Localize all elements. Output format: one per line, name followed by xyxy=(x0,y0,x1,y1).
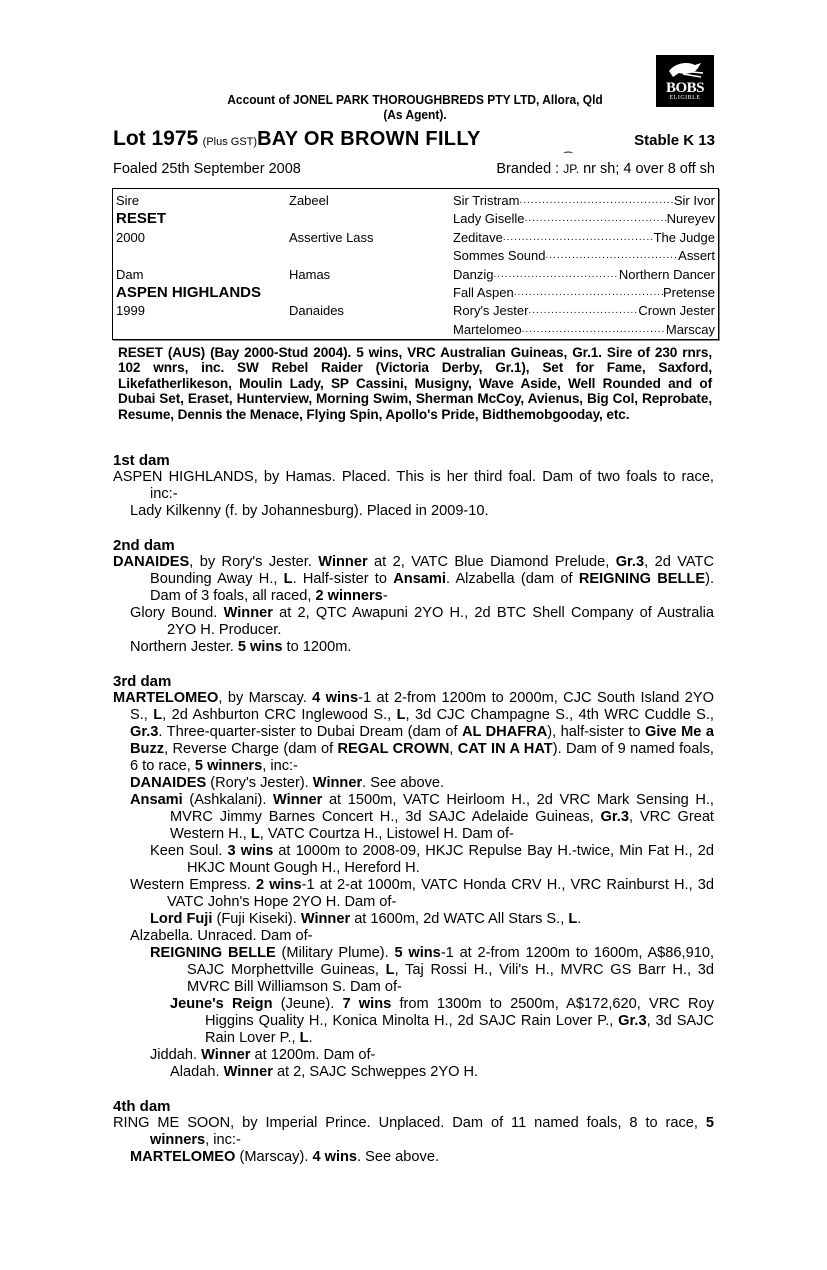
text: Alzabella. Unraced. Dam of- xyxy=(130,928,313,944)
text: at 1200m. Dam of- xyxy=(250,1047,376,1063)
leader-dots xyxy=(522,321,666,339)
bold-text: L xyxy=(299,1030,309,1046)
vendor-name: Account of JONEL PARK THOROUGHBREDS PTY LTD, Allora, Qld xyxy=(227,92,603,107)
ancestor-name: Sommes Sound xyxy=(453,248,546,264)
pedigree-label: 2000 xyxy=(116,229,145,245)
ancestor-sire: Nureyev xyxy=(666,211,715,227)
bold-text: 2 wins xyxy=(255,877,302,893)
pedigree-label: Sire xyxy=(116,193,140,208)
text: at 2, SAJC Schweppes 2YO H. xyxy=(272,1064,479,1080)
produce-entry xyxy=(113,690,714,775)
text: Glory Bound. xyxy=(130,605,224,621)
pedigree-parent-name: RESET xyxy=(116,210,167,228)
produce-entry xyxy=(113,554,714,605)
leader-dots xyxy=(514,284,663,302)
logo-text: BOBS xyxy=(665,80,705,96)
bold-text: L xyxy=(568,911,578,927)
stable-number: Stable K 13 xyxy=(634,132,715,149)
produce-entry xyxy=(113,843,714,877)
text: -1 at 2-from 1200m to 2000m, CJC South Island 2YO S., xyxy=(130,690,714,723)
ancestor-sire: Assert xyxy=(678,248,715,264)
ancestor-name: Zeditave xyxy=(453,229,503,245)
bold-text: 5 winners xyxy=(194,758,263,774)
pedigree-label xyxy=(116,321,286,339)
ancestor-name: Lady Giselle xyxy=(453,211,525,227)
foaled-date: Foaled 25th September 2008 xyxy=(113,161,301,177)
text: at 1000m to 2008-09, HKJC Repulse Bay H.-twice, Min Fat H., 2d HKJC Mount Gough H., Hereford H. xyxy=(187,843,714,876)
horse-head-icon xyxy=(665,59,705,81)
bold-text: 5 wins xyxy=(237,639,283,655)
dam-section xyxy=(113,1098,714,1166)
pedigree-grandparent xyxy=(289,321,449,339)
lot-heading xyxy=(113,127,715,153)
text: at 2, QTC Awapuni 2YO H., 2d BTC Shell Company of Australia 2YO H. Producer. xyxy=(167,605,714,638)
pedigree-ancestor-row xyxy=(453,321,715,339)
ancestor-name: Fall Aspen xyxy=(453,284,514,300)
bold-text: 3 wins xyxy=(227,843,274,859)
bold-text: Winner xyxy=(223,1064,273,1080)
text: , 2d Ashburton CRC Inglewood S., xyxy=(162,707,397,723)
text: Lady Kilkenny (f. by Johannesburg). Placed in 2009-10. xyxy=(130,503,489,519)
dam-section xyxy=(113,673,714,1081)
bold-text: Winner xyxy=(201,1047,251,1063)
text: ). Dam of 3 foals, all raced, xyxy=(150,571,714,604)
text: - xyxy=(382,588,388,604)
produce-entry xyxy=(113,911,714,928)
produce-entry xyxy=(113,605,714,639)
text: (Fuji Kiseki). xyxy=(212,911,301,927)
dam-section xyxy=(113,452,714,520)
bold-text: REGAL CROWN xyxy=(337,741,450,757)
pedigree-grandparent: Zabeel xyxy=(289,193,329,208)
brand-mark: ⁀ JP. xyxy=(563,162,579,176)
text: -1 at 2-from 1200m to 1600m, A$86,910, SAJC Morphettville Guineas, xyxy=(187,945,714,978)
text: , inc:- xyxy=(262,758,298,774)
leader-dots xyxy=(503,229,654,247)
pedigree-ancestor-row xyxy=(453,210,715,228)
pedigree-ancestor-row xyxy=(453,266,715,284)
text: (Ashkalani). xyxy=(182,792,273,808)
text: . Half-sister to xyxy=(292,571,394,587)
bold-text: L xyxy=(250,826,260,842)
bold-text: Ansami xyxy=(393,571,446,587)
text: from 1300m to 2500m, A$172,620, VRC Roy Higgins Quality H., Konica Minolta H., 2d SAJC Rain Lover P., xyxy=(205,996,714,1029)
section-heading: 3rd dam xyxy=(113,673,172,690)
pedigree-parent-name: ASPEN HIGHLANDS xyxy=(116,283,262,301)
text: Northern Jester. xyxy=(130,639,238,655)
dam-line xyxy=(113,452,714,1166)
bold-text: Jeune's Reign xyxy=(170,996,273,1012)
pedigree-label: 1999 xyxy=(116,303,145,319)
pedigree-ancestor-row xyxy=(453,284,715,302)
bold-text: REIGNING BELLE xyxy=(150,945,276,961)
ancestor-name: Martelomeo xyxy=(453,321,522,337)
sire-summary: RESET (AUS) (Bay 2000-Stud 2004). 5 wins, VRC Australian Guineas, Gr.1. Sire of 230 rnrs, 102 wnrs, inc. SW Rebel Raider (Victoria Derby, Gr.1), Set for Fame, Saxford, Likefatherlikeson, Moulin Lady, SP Cassini, Musigny, Wave Aside, Well Rounded and of Dubai Set, Eraset, Hunterview, Morning Swim, Sherman McCoy, Avienus, Big Col, Reprobate, Resume, Dennis the Menace, Flying Spin, Apollo's Pride, Bidthemobgooday, etc. xyxy=(118,345,712,422)
produce-entry xyxy=(113,996,714,1047)
leader-dots xyxy=(528,302,638,320)
bold-text: Gr.3 xyxy=(130,724,159,740)
text: . xyxy=(308,1030,313,1046)
ancestor-sire: Pretense xyxy=(662,284,715,300)
vendor-account xyxy=(171,92,659,122)
produce-entry xyxy=(113,503,714,520)
text: . See above. xyxy=(357,1149,439,1165)
text: , Taj Rossi H., Vili's H., MVRC GS Barr H., 3d MVRC Bill Williamson S. Dam of- xyxy=(187,962,714,995)
bold-text: Ansami xyxy=(130,792,183,808)
pedigree-grandparent xyxy=(289,284,449,302)
produce-entry xyxy=(113,639,714,656)
bold-text: REIGNING BELLE xyxy=(578,571,706,587)
bold-text: L xyxy=(283,571,293,587)
section-heading: 2nd dam xyxy=(113,537,175,554)
pedigree-grandparent xyxy=(289,210,449,228)
bold-text: Winner xyxy=(223,605,273,621)
produce-entry xyxy=(113,1064,714,1081)
bold-text: Give Me a Buzz xyxy=(130,724,714,757)
produce-entry xyxy=(113,877,714,911)
text: , VATC Courtza H., Listowel H. Dam of- xyxy=(259,826,514,842)
ancestor-sire: Crown Jester xyxy=(638,303,715,319)
pedigree-grandparent xyxy=(289,247,449,265)
text: ). Dam of 9 named foals, 6 to race, xyxy=(130,741,714,774)
pedigree-grandparents-column xyxy=(289,192,449,339)
leader-dots xyxy=(519,192,673,210)
bold-text: L xyxy=(385,962,395,978)
ancestor-sire: Marscay xyxy=(665,321,715,337)
section-heading: 1st dam xyxy=(113,452,170,469)
text: (Jeune). xyxy=(272,996,343,1012)
text: , VRC Great Western H., xyxy=(170,809,714,842)
bold-text: Winner xyxy=(273,792,323,808)
gst-note: (Plus GST) xyxy=(202,136,258,148)
lot-description: BAY OR BROWN FILLY xyxy=(257,128,481,150)
bold-text: Gr.3 xyxy=(600,809,629,825)
bold-text: L xyxy=(153,707,163,723)
bold-text: 2 winners xyxy=(315,588,383,604)
ancestor-name: Sir Tristram xyxy=(453,193,520,208)
ancestor-sire: Northern Dancer xyxy=(618,266,715,282)
text: , by Marscay. xyxy=(218,690,313,706)
produce-entry xyxy=(113,1047,714,1064)
bold-text: Gr.3 xyxy=(618,1013,647,1029)
text: , 3d SAJC Rain Lover P., xyxy=(205,1013,715,1046)
produce-entry xyxy=(113,1115,714,1149)
bold-text: 7 wins xyxy=(342,996,392,1012)
bold-text: DANAIDES xyxy=(113,554,190,570)
ancestor-sire: The Judge xyxy=(653,229,715,245)
branded-label: Branded : xyxy=(496,161,560,177)
text: Western Empress. xyxy=(130,877,256,893)
ancestor-name: Rory's Jester xyxy=(453,303,529,319)
pedigree-grandparent: Danaides xyxy=(289,303,344,319)
produce-entry xyxy=(113,792,714,843)
bold-text: CAT IN A HAT xyxy=(457,741,553,757)
text: (Marscay). xyxy=(235,1149,313,1165)
produce-entry xyxy=(113,469,714,503)
text: . Three-quarter-sister to Dubai Dream (dam of xyxy=(158,724,462,740)
text: , 2d VATC Bounding Away H., xyxy=(150,554,715,587)
text: (Military Plume). xyxy=(275,945,395,961)
section-heading: 4th dam xyxy=(113,1098,171,1115)
text: . xyxy=(577,911,582,927)
bold-text: Winner xyxy=(312,775,363,791)
bold-text: L xyxy=(396,707,406,723)
bobs-eligible-logo xyxy=(656,55,714,107)
text: , 3d CJC Champagne S., 4th WRC Cuddle S., xyxy=(405,707,714,723)
bold-text: Lord Fuji xyxy=(150,911,213,927)
text: Jiddah. xyxy=(150,1047,202,1063)
vendor-agent: (As Agent). xyxy=(383,107,447,122)
bold-text: 5 wins xyxy=(394,945,441,961)
text: Keen Soul. xyxy=(150,843,228,859)
text: ), half-sister to xyxy=(547,724,646,740)
pedigree-ancestor-row xyxy=(453,229,715,247)
produce-entry xyxy=(113,1149,714,1166)
bold-text: 4 wins xyxy=(312,1149,358,1165)
bold-text: MARTELOMEO xyxy=(130,1149,236,1165)
branded-text: nr sh; 4 over 8 off sh xyxy=(583,161,715,177)
produce-entry xyxy=(113,945,714,996)
text: ASPEN HIGHLANDS, by Hamas. Placed. This is her third foal. Dam of two foals to race, inc:- xyxy=(113,469,714,502)
text: to 1200m. xyxy=(282,639,352,655)
bold-text: DANAIDES xyxy=(130,775,207,791)
text: at 2, VATC Blue Diamond Prelude, xyxy=(367,554,616,570)
text: Aladah. xyxy=(170,1064,224,1080)
text: . See above. xyxy=(362,775,445,791)
pedigree-ancestor-row xyxy=(453,247,715,265)
pedigree-table xyxy=(112,188,719,340)
text: (Rory's Jester). xyxy=(206,775,313,791)
bold-text: 4 wins xyxy=(312,690,359,706)
text: , by Rory's Jester. xyxy=(189,554,319,570)
logo-subtext: ELIGIBLE xyxy=(669,95,701,101)
bold-text: Gr.3 xyxy=(615,554,645,570)
text: -1 at 2-at 1000m, VATC Honda CRV H., VRC Rainburst H., 3d VATC John's Hope 2YO H. Dam of- xyxy=(167,877,715,910)
bold-text: MARTELOMEO xyxy=(113,690,219,706)
pedigree-label xyxy=(116,247,286,265)
pedigree-label: Dam xyxy=(116,266,144,282)
text: at 1600m, 2d WATC All Stars S., xyxy=(350,911,569,927)
leader-dots xyxy=(525,210,667,228)
bold-text: Winner xyxy=(300,911,351,927)
dam-section xyxy=(113,537,714,656)
text: , Reverse Charge (dam of xyxy=(164,741,338,757)
produce-entry xyxy=(113,928,714,945)
text: , inc:- xyxy=(205,1132,241,1148)
produce-entry xyxy=(113,775,714,792)
leader-dots xyxy=(546,247,679,265)
bold-text: 5 winners xyxy=(150,1115,714,1148)
bold-text: Winner xyxy=(318,554,368,570)
ancestor-sire: Sir Ivor xyxy=(673,193,715,208)
text: RING ME SOON, by Imperial Prince. Unplaced. Dam of 11 named foals, 8 to race, xyxy=(113,1115,706,1131)
pedigree-parents-column xyxy=(116,192,286,339)
ancestor-name: Danzig xyxy=(453,266,494,282)
text: at 1500m, VATC Heirloom H., 2d VRC Mark Sensing H., MVRC Jimmy Barnes Concert H., 3d SAJC Adelaide Guineas, xyxy=(170,792,714,825)
text: , xyxy=(449,741,458,757)
bold-text: AL DHAFRA xyxy=(461,724,548,740)
brand-info xyxy=(496,161,715,177)
text: . Alzabella (dam of xyxy=(445,571,579,587)
pedigree-ancestor-row xyxy=(453,302,715,320)
pedigree-ancestor-row xyxy=(453,192,715,210)
lot-number: Lot 1975 xyxy=(113,127,199,150)
pedigree-grandparent: Assertive Lass xyxy=(289,229,374,245)
pedigree-great-grandparents-column xyxy=(453,192,715,339)
leader-dots xyxy=(493,266,618,284)
pedigree-grandparent: Hamas xyxy=(289,266,331,282)
